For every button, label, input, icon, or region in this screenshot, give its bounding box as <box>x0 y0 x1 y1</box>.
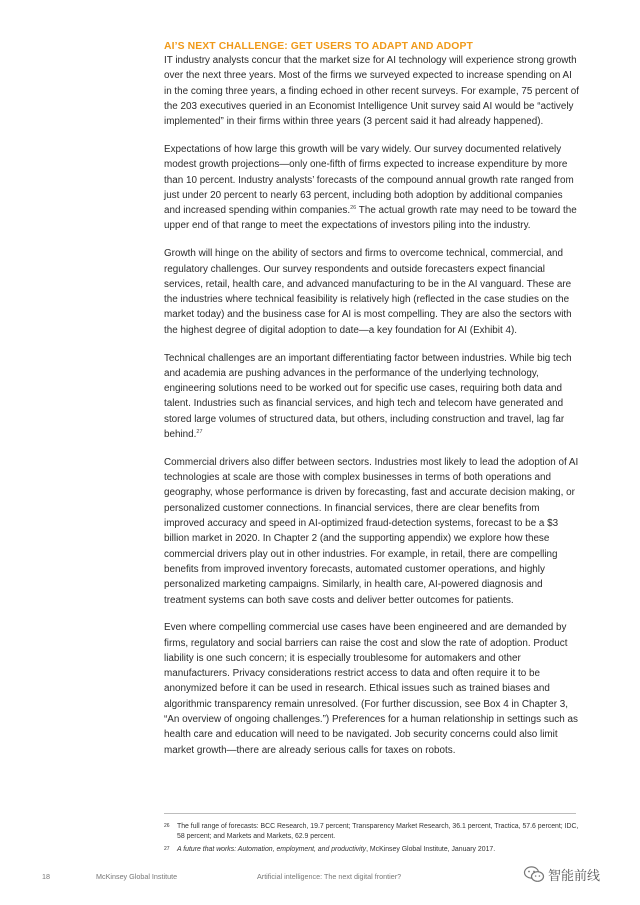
paragraph-growth-expectations-continued: The actual growth rate may need to be toward the upper end of that range to meet the expectations of investors piling into the industry. <box>164 205 577 232</box>
paragraph-regulatory-barriers: Even where compelling commercial use cases have been engineered and are demanded by firms, regulatory and social barriers can raise the cost and slow the rate of adoption. Product liability is one such concern; it is especially troublesome for automakers and other manufacturers. Privacy considerations restrict access to data and often require it to be anonymized before it can be used in research. Ethical issues such as trained biases and algorithmic transparency remain unresolved. (For further discussion, see Box 4 in Chapter 3, “An overview of ongoing challenges.”) Preferences for a human relationship in settings such as health care and education will need to be navigated. Job security concerns could also limit market growth—there are already serious calls for taxes on robots. <box>164 622 578 756</box>
paragraph-market-growth: IT industry analysts concur that the market size for AI technology will experience strong growth over the next three years. Most of the firms we surveyed expected to increase spending on AI in the coming three years, a finding echoed in other recent surveys. For example, 75 percent of the 203 executives queried in an Economist Intelligence Unit survey said AI would be “actively implemented” in their firms within three years (3 percent said it had already happened). <box>164 55 579 128</box>
footnote-report-title: A future that works: Automation, employment, and productivity <box>177 846 367 853</box>
footnote-text <box>177 845 584 855</box>
footnote-26 <box>164 822 584 843</box>
footnote-divider <box>164 813 576 814</box>
footnote-source: , McKinsey Global Institute, January 2017. <box>366 846 496 853</box>
footnote-ref-27[interactable]: 27 <box>196 429 203 436</box>
footnote-text: The full range of forecasts: BCC Research, 19.7 percent; Transparency Market Research, 36.1 percent, Tractica, 57.6 percent; IDC, 58 percent; and Markets and Markets, 62.9 percent. <box>177 823 579 841</box>
paragraph-technical-challenges-text: Technical challenges are an important differentiating factor between industries. While big tech and academia are pushing advances in the performance of the underlying technology, engineering solutions need to be worked out for specific use cases, requiring both data and talent. Industries such as financial services, and high tech and telecom have generated and stored large volumes of structured data, but others, including construction and travel, lag far behind. <box>164 352 572 441</box>
footnote-number: 27 <box>164 846 170 852</box>
paragraph-technical-challenges <box>164 351 580 443</box>
footnote-ref-26[interactable]: 26 <box>350 205 357 212</box>
watermark-text: 智能前线 <box>548 868 601 884</box>
page-number: 18 <box>42 872 50 881</box>
section-heading: AI’S NEXT CHALLENGE: GET USERS TO ADAPT AND ADOPT <box>164 41 473 52</box>
body-text <box>164 53 580 770</box>
footnote-number: 26 <box>164 823 170 829</box>
watermark <box>523 863 600 885</box>
paragraph-growth-expectations <box>164 142 580 234</box>
report-title: Artificial intelligence: The next digital frontier? <box>257 872 402 881</box>
publisher-name: McKinsey Global Institute <box>96 872 178 881</box>
paragraph-commercial-drivers: Commercial drivers also differ between sectors. Industries most likely to lead the adoption of AI technologies at scale are those with complex businesses in terms of both operations and geography, whose performance is driven by forecasting, fast and accurate decision making, or personalized customer connections. In financial services, there are clear benefits from improved accuracy and speed in AI-optimized fraud-detection systems, forecast to be a $3 billion market in 2020. In Chapter 2 (and the supporting appendix) we explore how these commercial drivers play out in other industries. For example, in retail, there are compelling benefits from improved inventory forecasts, automated customer operations, and highly personalized marketing campaigns. Similarly, in health care, AI-powered diagnosis and treatment systems can both save costs and deliver better outcomes for patients. <box>164 456 579 606</box>
paragraph-growth-expectations-text: Expectations of how large this growth will be vary widely. Our survey documented relatively modest growth projections—only one-fifth of firms expected to increase expenditure by more than 10 percent. Industry analysts’ forecasts of the compound annual growth rate ranged from just under 20 percent to nearly 63 percent, including both adoption by additional companies and increased spending within companies. <box>164 143 574 217</box>
wechat-icon <box>523 865 545 883</box>
footnote-27 <box>164 845 584 855</box>
paragraph-sector-challenges: Growth will hinge on the ability of sectors and firms to overcome technical, commercial, and regulatory challenges. Our survey respondents and outside forecasters expect financial services, retail, health care, and advanced manufacturing to be in the AI vanguard. These are the industries where technical feasibility is relatively high (reflected in the case studies on the market today) and the business case for AI is most compelling. They are also the sectors with the highest degree of digital adoption to date—a key foundation for AI (Exhibit 4). <box>164 248 572 336</box>
